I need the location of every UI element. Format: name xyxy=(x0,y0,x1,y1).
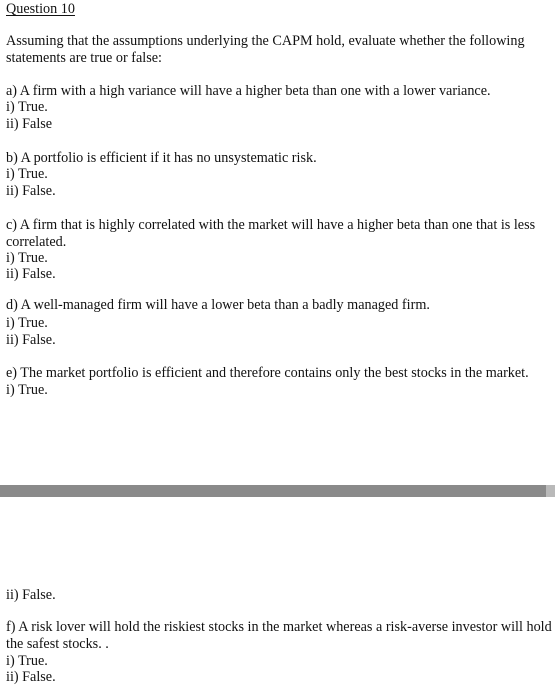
statement-a: a) A firm with a high variance will have a higher beta than one with a lower variance. xyxy=(6,83,491,99)
option-c-true: i) True. xyxy=(6,250,48,266)
statement-c-line-1: c) A firm that is highly correlated with the market will have a higher beta than one that is less xyxy=(6,217,536,233)
option-d-true: i) True. xyxy=(6,315,48,331)
option-e-false: ii) False. xyxy=(6,587,56,603)
statement-e: e) The market portfolio is efficient and therefore contains only the best stocks in the market. xyxy=(6,365,529,381)
statement-d: d) A well-managed firm will have a lower beta than a badly managed firm. xyxy=(6,297,430,313)
option-a-false: ii) False xyxy=(6,116,53,132)
intro-line-1: Assuming that the assumptions underlying the CAPM hold, evaluate whether the following xyxy=(6,33,525,49)
option-e-true: i) True. xyxy=(6,382,48,398)
option-f-true: i) True. xyxy=(6,653,48,669)
option-b-true: i) True. xyxy=(6,166,48,182)
statement-f-line-1: f) A risk lover will hold the riskiest stocks in the market whereas a risk-averse investor will hold xyxy=(6,619,552,635)
intro-line-2: statements are true or false: xyxy=(6,50,162,66)
option-b-false: ii) False. xyxy=(6,183,56,199)
page-divider-edge xyxy=(546,485,555,497)
question-title: Question 10 xyxy=(6,1,75,17)
page-divider xyxy=(0,485,555,497)
statement-f-line-2: the safest stocks. . xyxy=(6,636,109,652)
option-f-false: ii) False. xyxy=(6,669,56,685)
statement-c-line-2: correlated. xyxy=(6,234,67,250)
option-c-false: ii) False. xyxy=(6,266,56,282)
option-d-false: ii) False. xyxy=(6,332,56,348)
option-a-true: i) True. xyxy=(6,99,48,115)
statement-b: b) A portfolio is efficient if it has no unsystematic risk. xyxy=(6,150,317,166)
